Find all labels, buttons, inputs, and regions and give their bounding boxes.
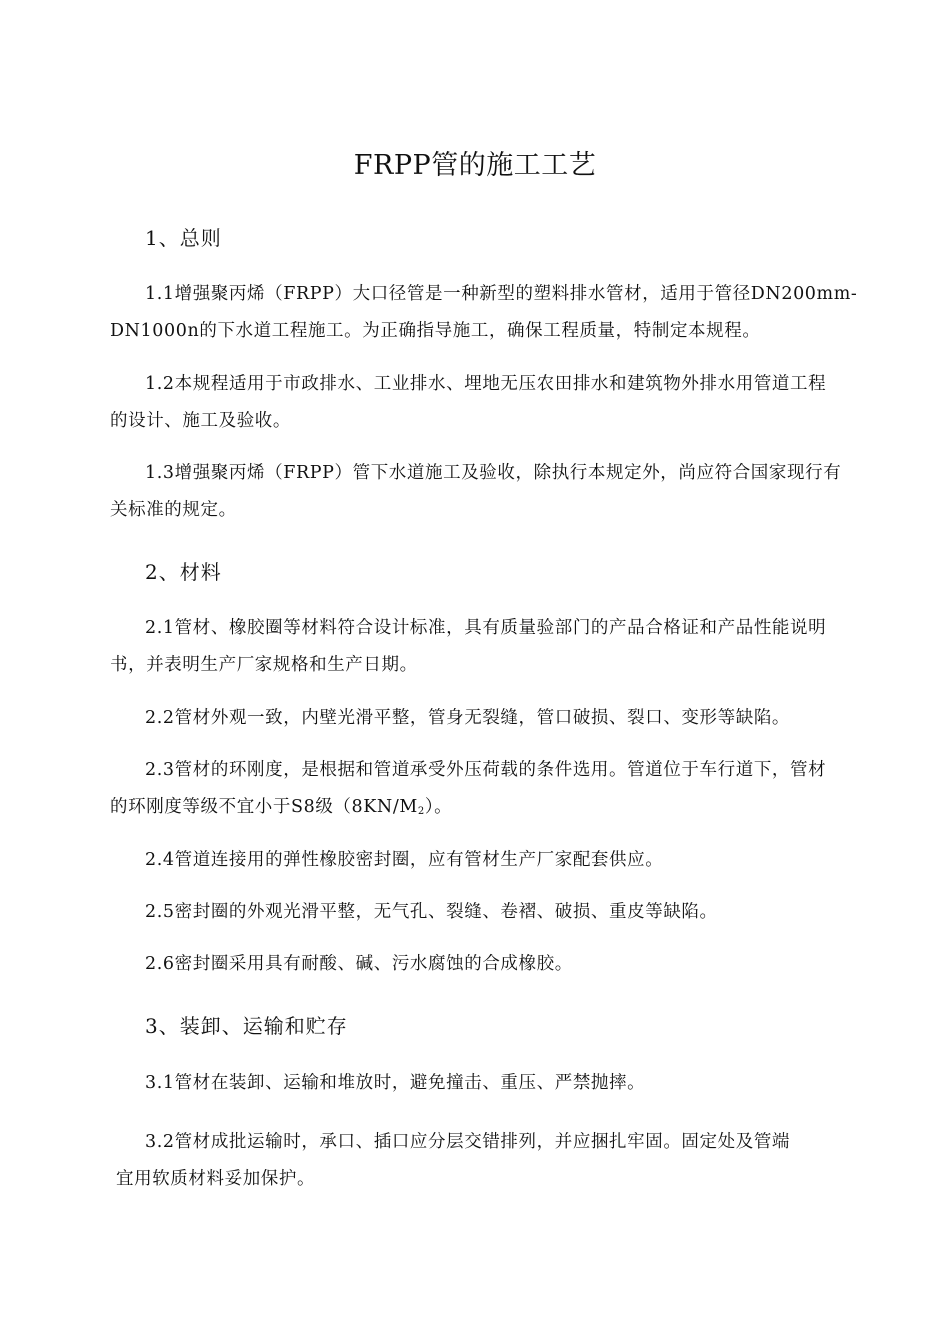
paragraph-2-3-line-1: 2.3管材的环刚度，是根据和管道承受外压荷载的条件选用。管道位于车行道下，管材	[145, 760, 827, 780]
paragraph-2-2: 2.2管材外观一致，内壁光滑平整，管身无裂缝，管口破损、裂口、变形等缺陷。	[145, 708, 791, 728]
paragraph-1-3-line-1: 1.3增强聚丙烯（FRPP）管下水道施工及验收，除执行本规定外，尚应符合国家现行有	[145, 463, 842, 483]
paragraph-3-1: 3.1管材在装卸、运输和堆放时，避免撞击、重压、严禁抛摔。	[145, 1073, 646, 1093]
paragraph-2-5: 2.5密封圈的外观光滑平整，无气孔、裂缝、卷褶、破损、重皮等缺陷。	[145, 902, 718, 922]
paragraph-2-1-line-2: 书，并表明生产厂家规格和生产日期。	[110, 655, 418, 675]
unit-subscript: 2	[417, 806, 425, 817]
paragraph-3-2-line-2: 宜用软质材料妥加保护。	[116, 1169, 316, 1189]
paragraph-1-1-line-2: DN1000n的下水道工程施工。为正确指导施工，确保工程质量，特制定本规程。	[110, 321, 761, 341]
section-heading-2: 2、材料	[145, 560, 222, 584]
paragraph-1-3-line-2: 关标准的规定。	[110, 500, 237, 520]
paragraph-2-1-line-1: 2.1管材、橡胶圈等材料符合设计标准，具有质量验部门的产品合格证和产品性能说明	[145, 618, 827, 638]
section-heading-3: 3、装卸、运输和贮存	[145, 1014, 348, 1038]
paragraph-2-3-line-2-end: ）。	[424, 797, 453, 817]
paragraph-2-4: 2.4管道连接用的弹性橡胶密封圈，应有管材生产厂家配套供应。	[145, 850, 664, 870]
paragraph-2-6: 2.6密封圈采用具有耐酸、碱、污水腐蚀的合成橡胶。	[145, 954, 573, 974]
paragraph-1-2-line-2: 的设计、施工及验收。	[110, 411, 291, 431]
paragraph-1-2-line-1: 1.2本规程适用于市政排水、工业排水、埋地无压农田排水和建筑物外排水用管道工程	[145, 374, 827, 394]
page-title: FRPP管的施工工艺	[353, 150, 597, 181]
paragraph-3-2-line-1: 3.2管材成批运输时，承口、插口应分层交错排列，并应捆扎牢固。固定处及管端	[145, 1132, 791, 1152]
section-heading-1: 1、总则	[145, 226, 222, 250]
paragraph-1-1-line-1: 1.1增强聚丙烯（FRPP）大口径管是一种新型的塑料排水管材，适用于管径DN200mm-	[145, 284, 858, 304]
paragraph-2-3-line-2-text: 的环刚度等级不宜小于S8级（8KN/M	[110, 797, 418, 817]
paragraph-2-3-line-2	[110, 793, 452, 818]
